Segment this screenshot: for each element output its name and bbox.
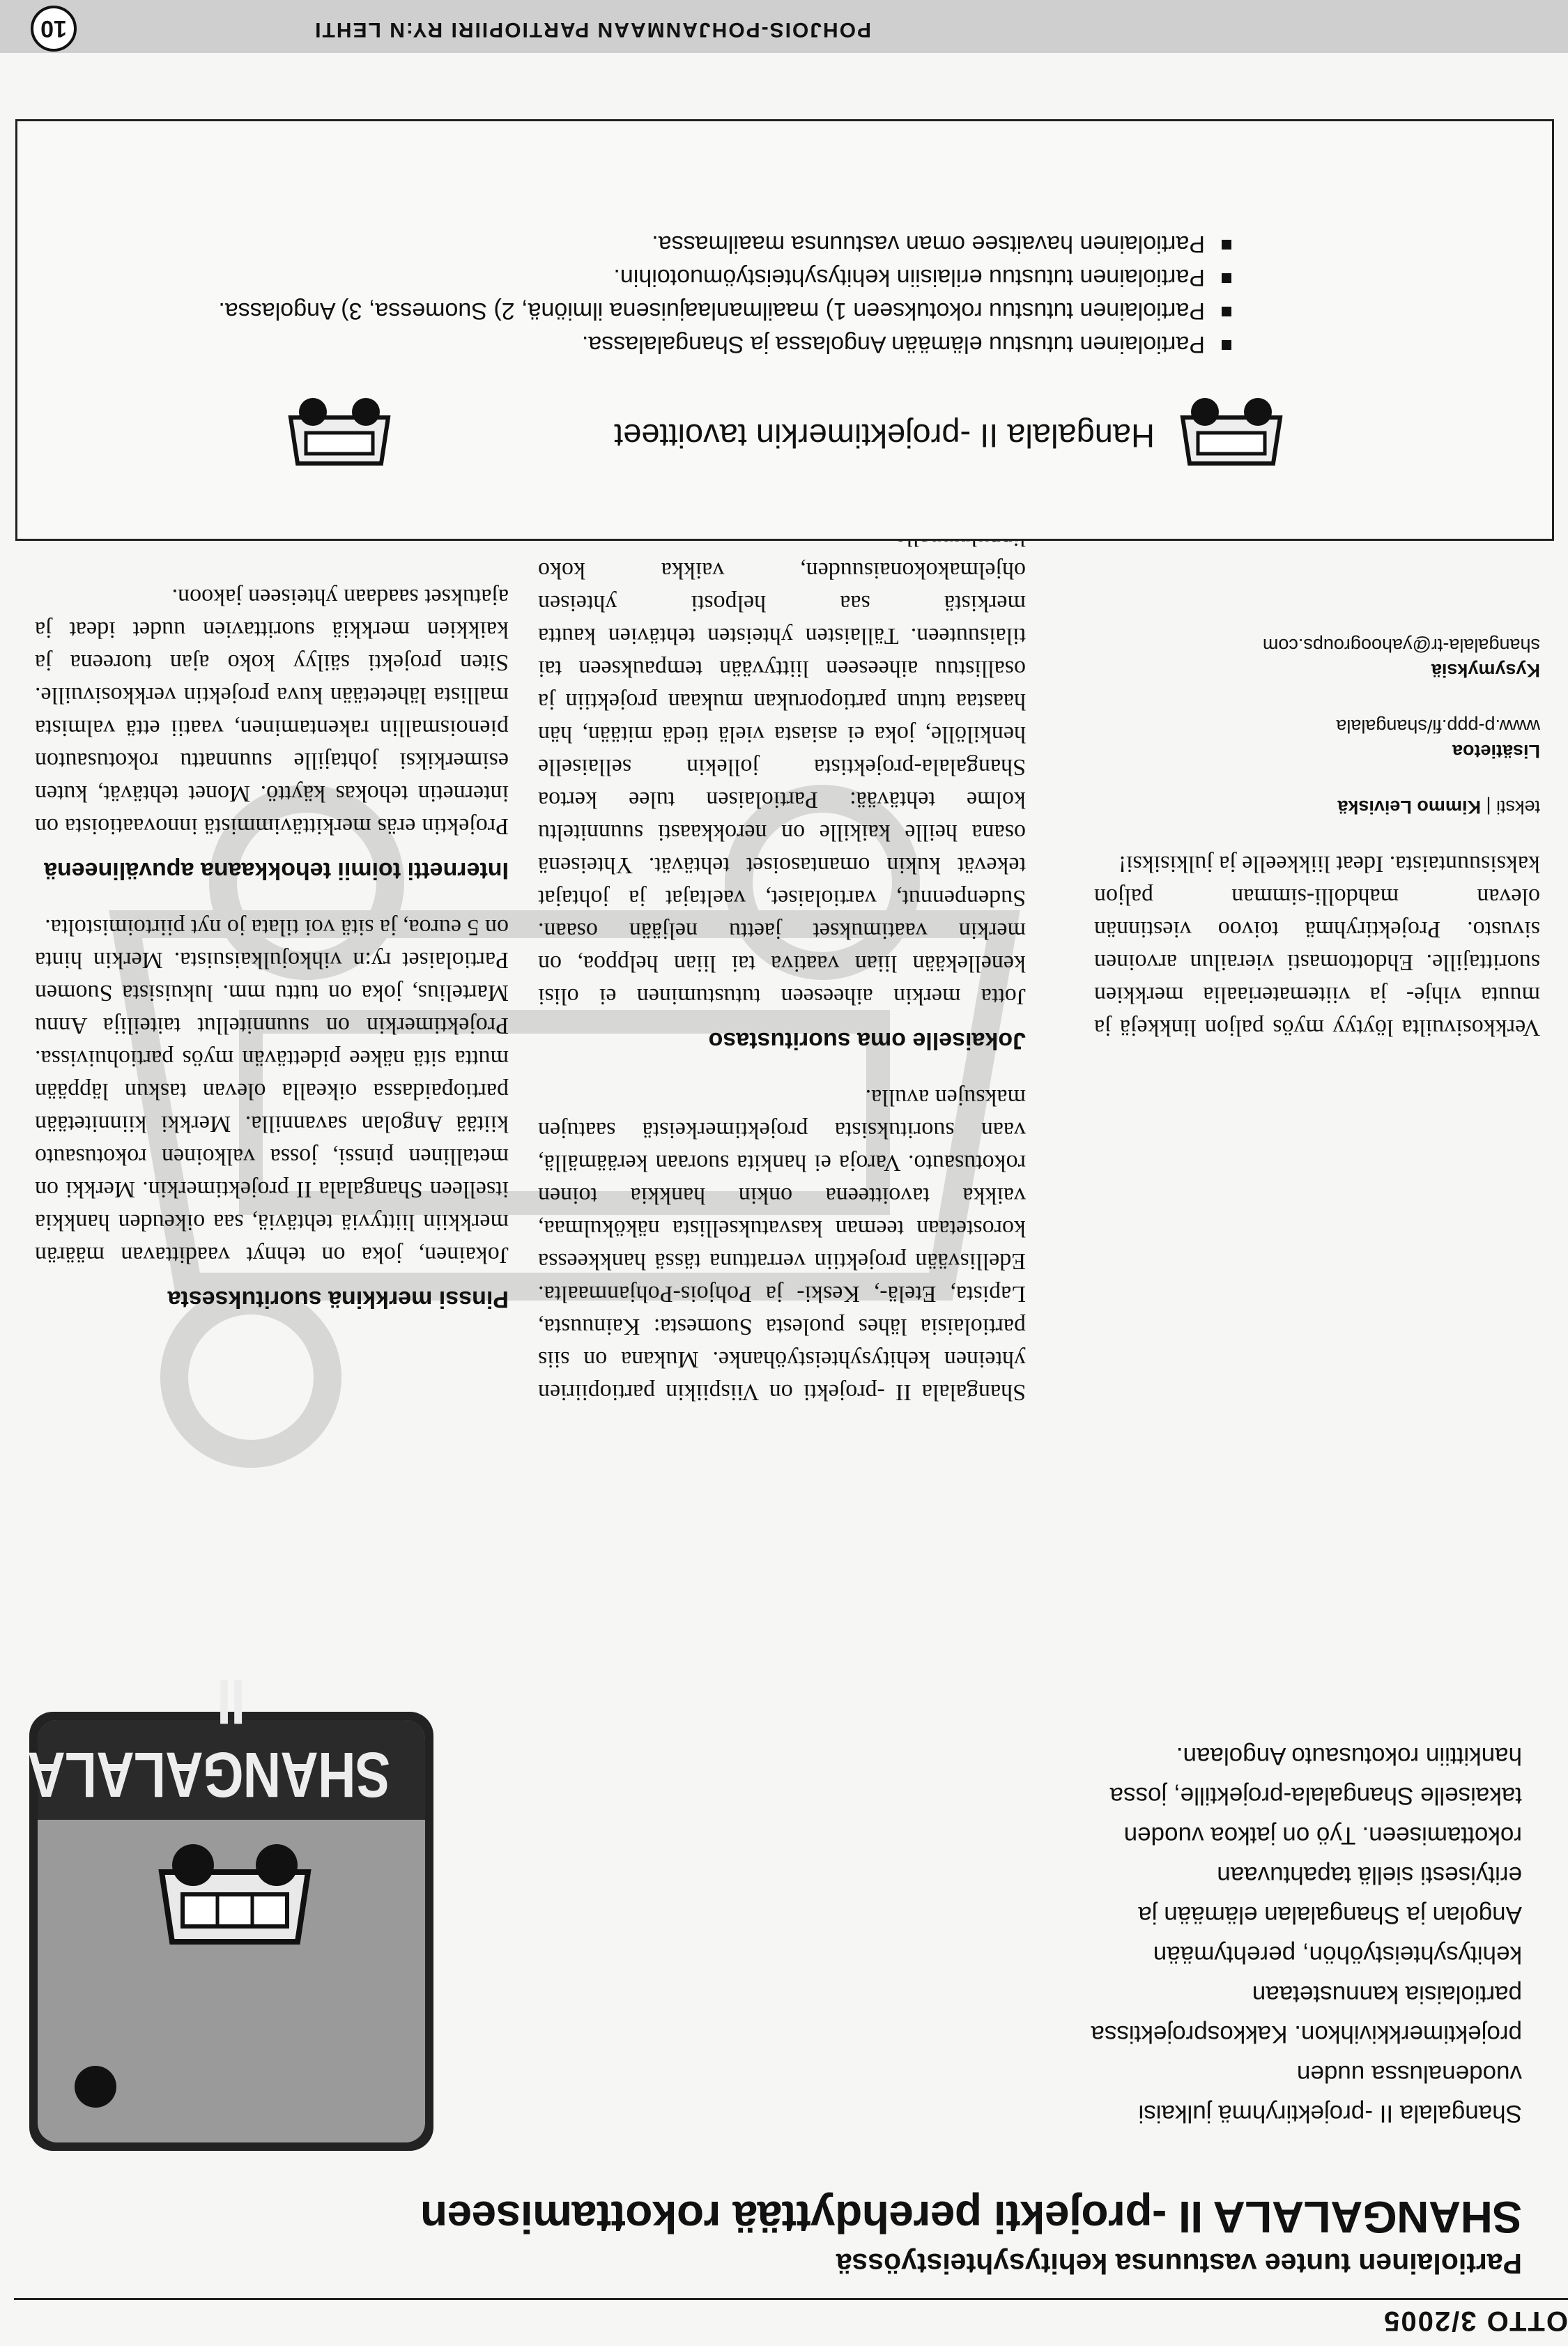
intro-line: erityisesti siellä tapahtuvaan xyxy=(1217,1862,1522,1889)
article-paragraph: Shangalala II -projekti on Viispiikin partiopiirien yhteinen kehitysyhteistyöhanke. Mukana on siis partiolaisia lähes puolesta Suomesta: Kainuusta, Lapista, Etelä-, Keski- ja Pohjois-Pohjanmaalta. Edellisvään projektiin verrattuna tässä hankkeessa korostetaan teeman kasvatuksellista näkökulmaa, vaikka tavoitteena onkin hankkia toinen rokotusauto. Varoja ei hankita suoraan keräämällä, vaan suorituksista projektimerkeistä saatujen maksujen avulla. xyxy=(538,1084,1026,1405)
intro-line: projektimerkkivihkon. Kakkosprojektissa xyxy=(1091,2021,1522,2048)
intro-line: vuodenalussa uuden xyxy=(1296,2060,1522,2087)
column-3-body xyxy=(1094,633,1540,1044)
intro-line: Angolan ja Shangalalan elämään ja xyxy=(1138,1901,1522,1929)
page-title: SHANGALALA II -projekti perehdyttää rokottamiseen xyxy=(420,2192,1522,2242)
intro-line: takaiselle Shangalala-projektille, jossa xyxy=(1109,1782,1522,1809)
section-heading: Jokaiselle oma suoritustaso xyxy=(708,1027,1026,1054)
info-url-link[interactable]: www.p-ppp.fi/shangalala xyxy=(1336,716,1540,737)
info-heading: Lisätietoa xyxy=(1452,741,1540,762)
article-paragraph: Jokainen, joka on tehnyt vaadittavan määrän merkkiin liittyviä tehtäviä, saa oikeuden hankkia itselleen Shangalala II projektimerkin. Merkki on metallinen pinssi, jossa valkoinen rokotusauto kiitää Angolan savannilla. Merkki kiinnitetään partiopaidassa oikealla olevan taskun läppään mutta sitä näkee pidettävän myös partiohuivissa. Projektimerkin on suunnitellut taiteilija Annu Martelius, joka on tuttu mm. lukuisista Suomen Partiolaiset ry:n vihkojulkaisuista. Merkin hinta on 5 euroa, ja sitä voi tilata jo nyt piirtoimistolta. xyxy=(35,914,509,1268)
intro-line: kehitysyhteistyöhön, perehtymään xyxy=(1153,1941,1522,1968)
goal-text: Partiolainen tutustuu elämään Angolassa ja Shangalalassa. xyxy=(581,331,1205,358)
issue-label: OTTO 3/2005 xyxy=(1383,2306,1568,2336)
intro-line: Shangalala II -projektiryhmä julkaisi xyxy=(1138,2100,1522,2127)
section-heading: Internetti toimii tehokkaana apuvälineenä xyxy=(44,857,509,884)
article-paragraph: Projektin eräs merkittävimmistä innovaatioista on internetin tehokas käyttö. Monet tehtävät, kuten esimerkiksi johtajille suunnattu rokotusauton pienoismallin rakentaminen, vaatii että valmista mallista lähetetään kuva projektin verkkosivuille. Siten projekti säilyy koko ajan tuoreena ja kaikkien merkkiä suorittavien uudet ideat ja ajatukset saadaan yhteiseen jakoon. xyxy=(35,584,509,839)
footer-org: POHJOIS-POHJANMAAN PARTIOPIIRI RY:N LEHTI xyxy=(314,18,871,41)
byline-label: teksti | xyxy=(1486,797,1540,818)
byline-name: Kimmo Leiviskä xyxy=(1337,797,1481,818)
goal-text: Partiolainen havaitsee oman vastuunsa maailmassa. xyxy=(652,231,1205,257)
section-heading: Pinssi merkkinä suorituksesta xyxy=(167,1286,509,1312)
goals-title: Hangalala II -projektimerkin tavoitteet xyxy=(614,417,1155,454)
pretitle: Partiolainen tuntee vastuunsa kehitysyhteistyössä xyxy=(836,2248,1522,2280)
goal-text: Partiolainen tutustuu erilaisiin kehitysyhteistyömuotoihin. xyxy=(613,264,1205,291)
questions-email-link[interactable]: shangalala-tr@yahoogroups.com xyxy=(1262,635,1540,656)
article-paragraph: Verkkosivuilta löytyy myös paljon linkkejä ja muuta vihje- ja viitemateriaalia merkkien suorittajille. Ehdottomasti vierailun arvoinen sivusto. Projektiryhmä toivoo viestinnän olevan mahdolli-simman paljon kaksisuuntaista. Ideat liikkeelle ja julkisiksi! xyxy=(1094,851,1540,1041)
intro-line: rokottamiseen. Työ on jatkoa vuoden xyxy=(1123,1822,1522,1849)
page-number: 10 xyxy=(31,6,77,52)
byline xyxy=(1094,795,1540,820)
intro-line: hankittiin rokotusauto Angolaan. xyxy=(1176,1742,1522,1770)
intro-line: partiolaisia kannustetaan xyxy=(1252,1981,1522,2008)
questions-heading: Kysymyksiä xyxy=(1431,660,1540,681)
badge-title: SHANGALALA II xyxy=(28,1666,390,1810)
article-paragraph: Jotta merkin aiheeseen tutustuminen ei olisi kenellekään liian vaativa tai liian helppoa, on merkin vaatimukset jaettu neljään osaan. Sudenpennut, vartiolaiset, vaeltajat ja johtajat tekevät kukin omantasoiset tehtävät. Yhteisenä osana heille kaikille on nerokkaasti suunniteltu kolme tehtävää: Partiolaisen tulee kertoa Shangalala-projektista jollekin sellaiselle henkilölle, joka ei asiasta vielä tiedä mitään, hän haastaa tutun partioporukan mukaan projektiin ja osallistuu aiheeseen liittyvään tempaukseen tai tilaisuuteen. Tällaisten yhteisten tehtävien kautta merkistä saa helposti yhteisen ohjelmakokonaisuuden, vaikka koko xyxy=(538,558,1026,1009)
goal-text: Partiolainen tutustuu rokotukseen 1) maailmanlaajuisena ilmiönä, 2) Suomessa, 3) Angolassa. xyxy=(218,298,1205,324)
